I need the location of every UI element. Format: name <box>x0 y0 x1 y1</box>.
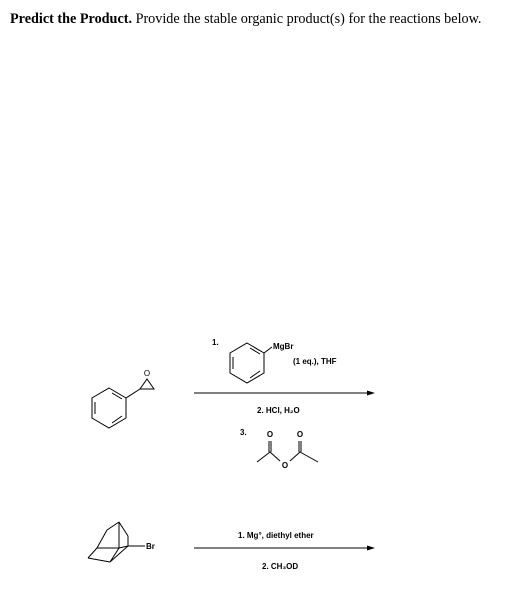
header-title: Predict the Product. <box>10 11 133 27</box>
step-number-3: 3. <box>240 428 247 437</box>
grignard-equivalents: (1 eq.), THF <box>293 357 337 366</box>
header-instructions: Provide the stable organic product(s) for the reactions below. <box>135 11 482 27</box>
bridging-oxygen-label: O <box>281 461 289 470</box>
reaction-arrow-1 <box>194 391 375 396</box>
styrene-oxide-structure <box>92 379 154 428</box>
step-1-mg-ether: 1. Mg°, diethyl ether <box>238 531 314 540</box>
bicyclic-bromide-structure <box>88 522 145 562</box>
carbonyl-oxygen-label-1: O <box>266 430 274 439</box>
phenylmagnesium-bromide-structure <box>230 343 272 383</box>
carbonyl-oxygen-label-2: O <box>296 430 304 439</box>
step-2-ch3od: 2. CH₃OD <box>262 562 299 571</box>
epoxide-oxygen-label: O <box>143 369 151 378</box>
bromine-label: Br <box>146 542 155 551</box>
reaction-arrow-2 <box>194 546 375 551</box>
step-2-reagent: 2. HCl, H₂O <box>257 406 300 415</box>
step-number-1: 1. <box>212 338 219 347</box>
acetic-anhydride-structure <box>257 441 318 462</box>
grignard-label: MgBr <box>273 342 294 351</box>
